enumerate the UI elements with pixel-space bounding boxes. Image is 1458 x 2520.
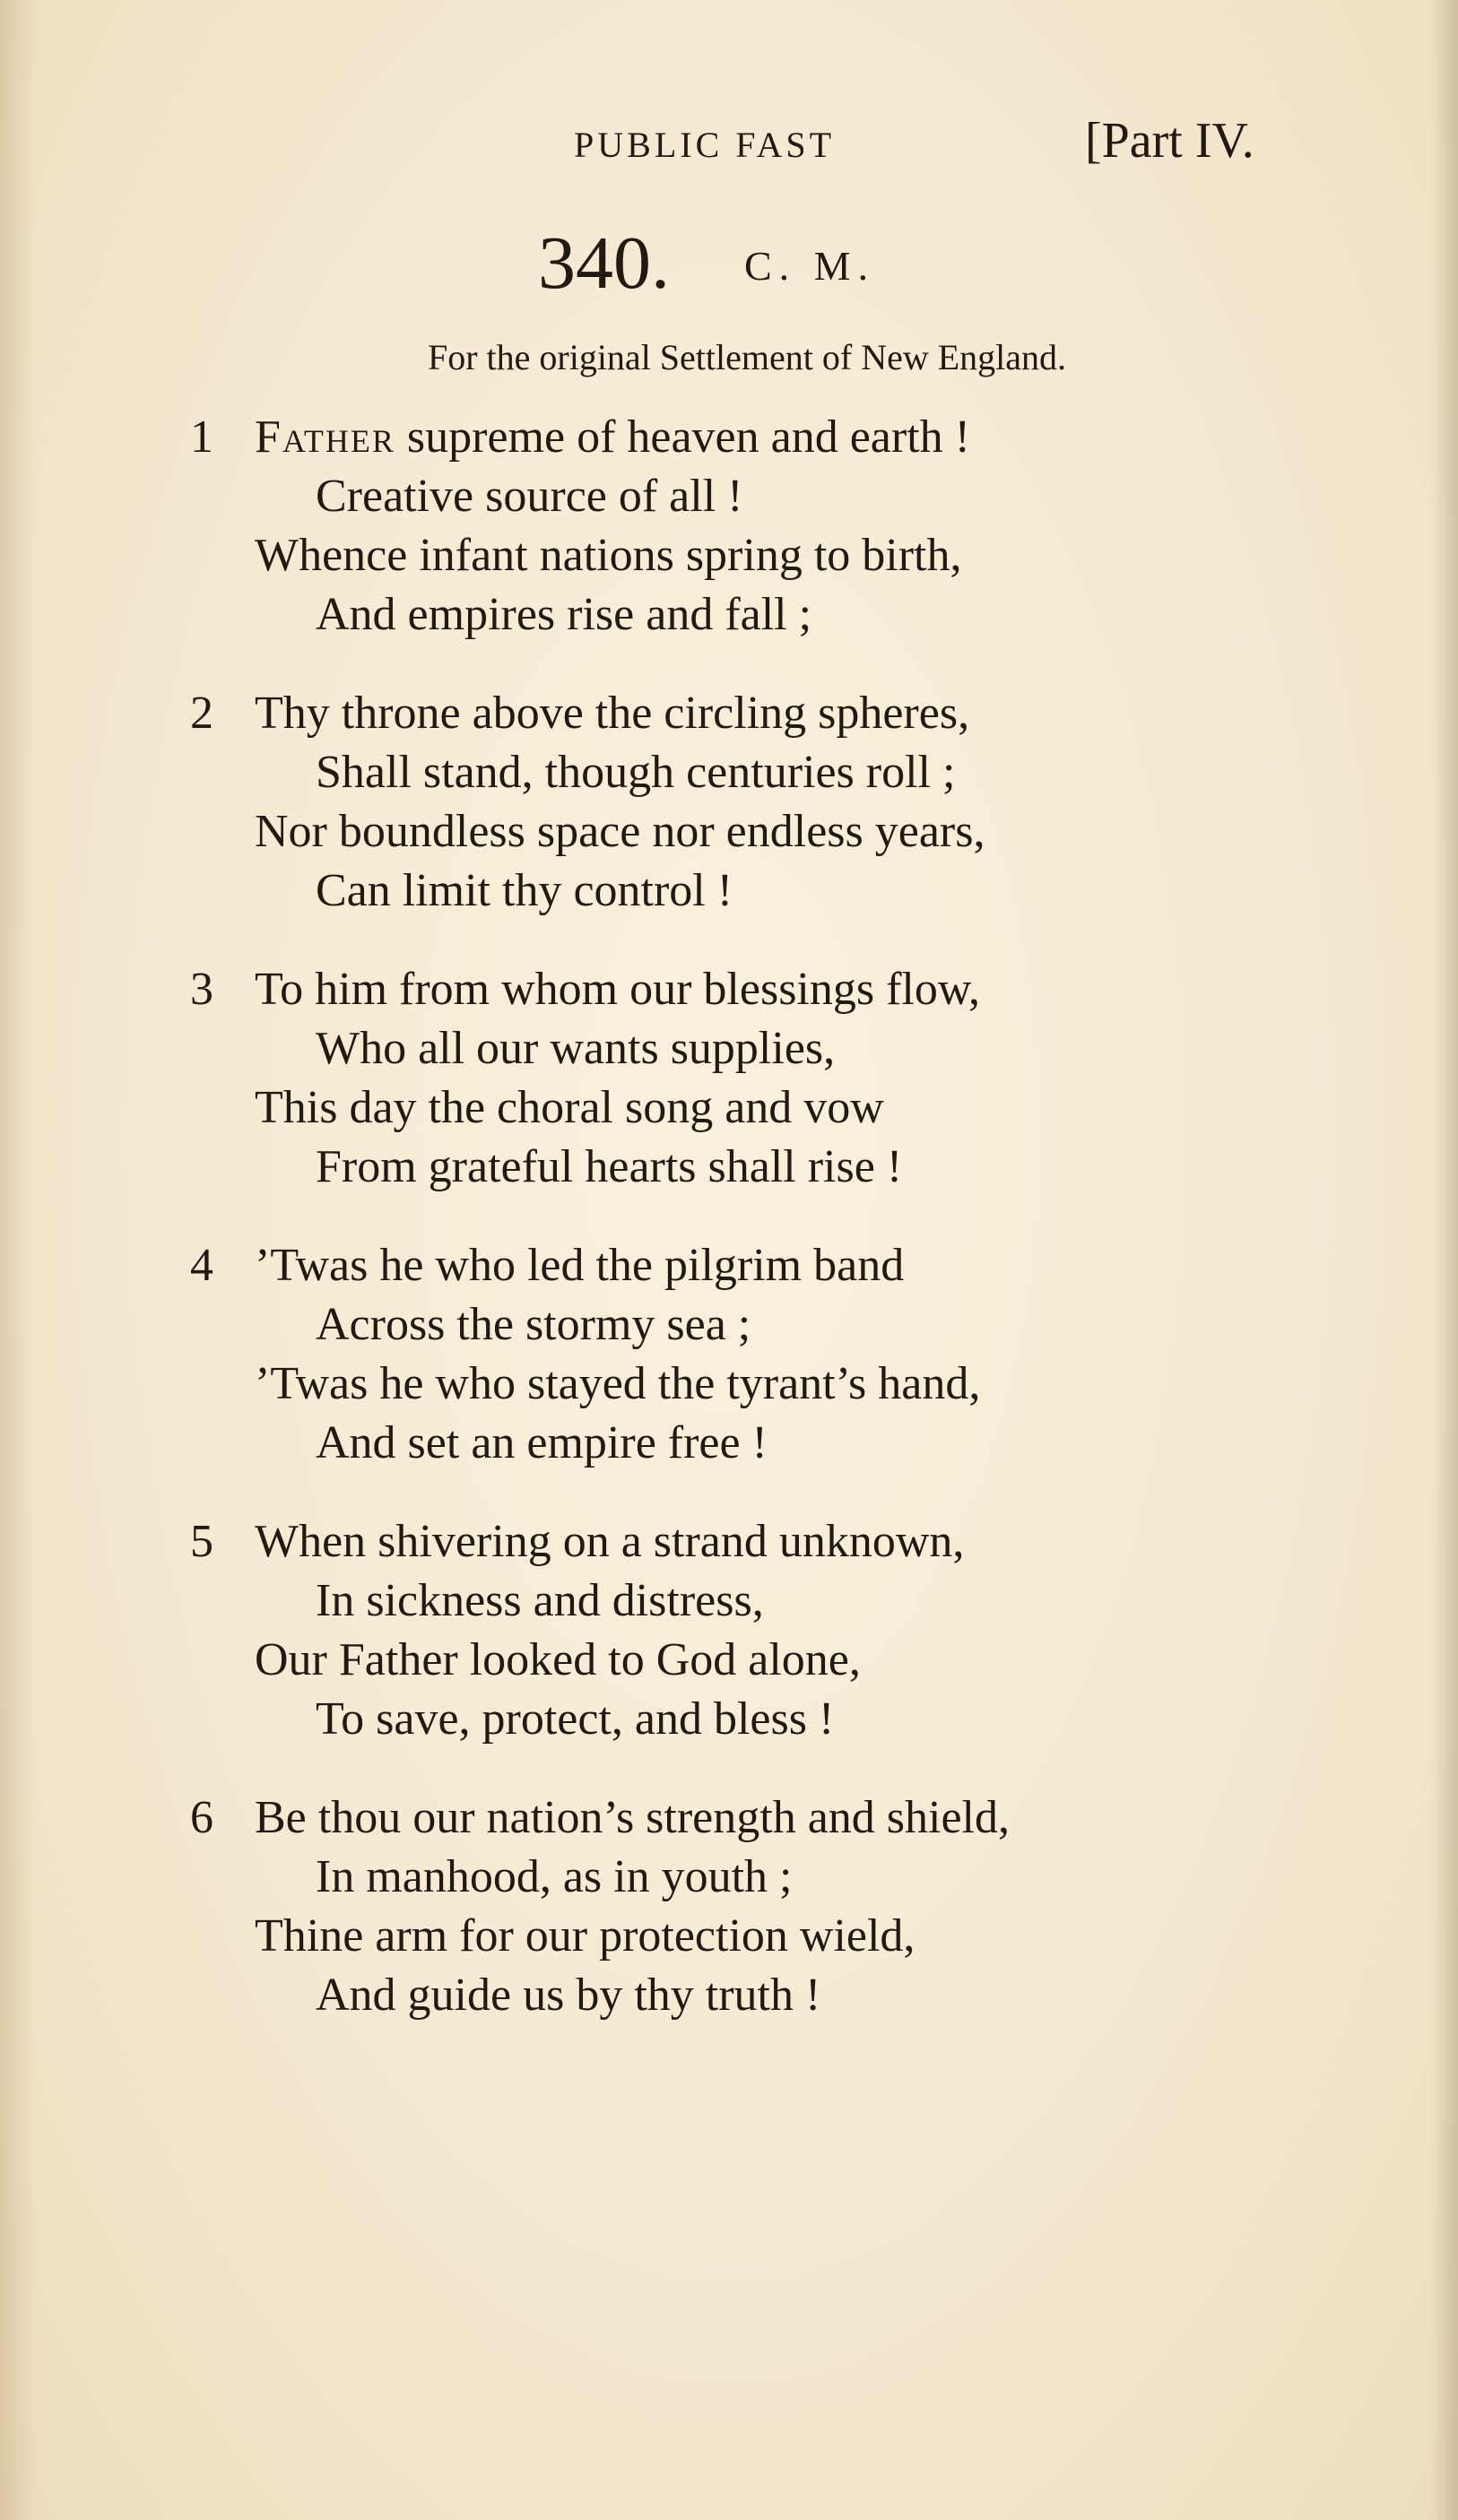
stanza-line: And empires rise and fall ; — [316, 589, 812, 640]
stanza — [190, 408, 1356, 645]
first-line-rest: supreme of heaven and earth ! — [395, 411, 970, 463]
stanza-line: In manhood, as in youth ; — [316, 1851, 793, 1902]
stanza-number: 1 — [190, 411, 213, 463]
stanza-number: 5 — [190, 1516, 213, 1567]
stanza-line: Who all our wants supplies, — [316, 1023, 836, 1074]
stanza — [190, 960, 1356, 1197]
part-label: [Part IV. — [1085, 113, 1254, 169]
stanza-line: Can limit thy control ! — [316, 865, 733, 916]
stanza-number: 3 — [190, 964, 213, 1015]
stanza-line: From grateful hearts shall rise ! — [316, 1141, 903, 1192]
stanza-line: To him from whom our blessings flow, — [255, 964, 981, 1015]
stanza-line: ’Twas he who led the pilgrim band — [255, 1240, 905, 1291]
hymn-number: 340. — [538, 221, 670, 305]
stanza-line: Thy throne above the circling spheres, — [255, 688, 970, 739]
stanza-line: Creative source of all ! — [316, 471, 743, 522]
stanza-line: In sickness and distress, — [316, 1575, 764, 1626]
stanza-line: Nor boundless space nor endless years, — [255, 806, 985, 857]
running-head: PUBLIC FAST — [574, 125, 836, 165]
stanza-line: ’Twas he who stayed the tyrant’s hand, — [255, 1358, 981, 1409]
stanza-line — [255, 408, 1356, 467]
stanza-number: 4 — [190, 1240, 213, 1291]
stanza-line: Whence infant nations spring to birth, — [255, 530, 962, 581]
stanza-number: 2 — [190, 688, 213, 739]
stanza — [190, 1236, 1356, 1473]
stanza-line: And guide us by thy truth ! — [316, 1970, 821, 2021]
stanza — [190, 1788, 1356, 2025]
stanza-line: And set an empire free ! — [316, 1417, 768, 1468]
stanza-line: Be thou our nation’s strength and shield, — [255, 1792, 1011, 1843]
stanza-line: To save, protect, and bless ! — [316, 1693, 835, 1745]
stanza-number: 6 — [190, 1792, 213, 1843]
hymn-subtitle: For the original Settlement of New England. — [427, 337, 1067, 377]
stanza-line: Thine arm for our protection wield, — [255, 1910, 916, 1961]
stanza-line: Our Father looked to God alone, — [255, 1634, 861, 1685]
stanza-line: Across the stormy sea ; — [316, 1299, 751, 1350]
stanza — [190, 1512, 1356, 1749]
hymn-meter: C. M. — [744, 243, 876, 289]
stanza-list — [190, 408, 1356, 2065]
stanza — [190, 684, 1356, 921]
stanza-line: When shivering on a strand unknown, — [255, 1516, 965, 1567]
stanza-line: This day the choral song and vow — [255, 1082, 884, 1133]
stanza-line: Shall stand, though centuries roll ; — [316, 747, 956, 798]
first-word: Father — [255, 411, 395, 463]
